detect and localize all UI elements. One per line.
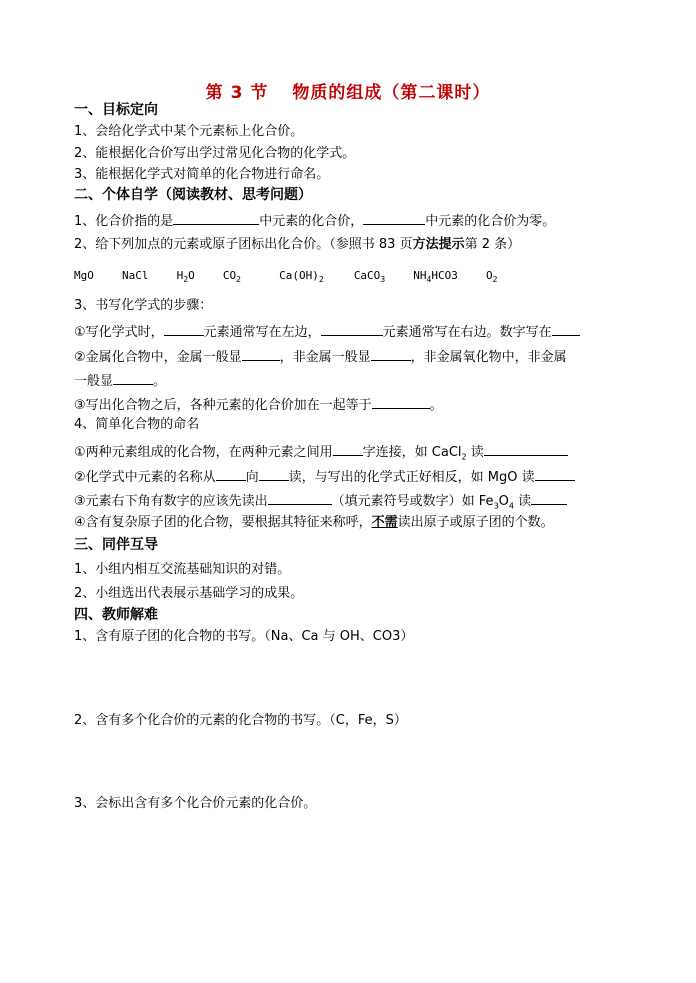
question-3-line-4: ③写出化合物之后，各种元素的化合价加在一起等于 。 bbox=[74, 394, 443, 415]
answer-blank[interactable] bbox=[164, 321, 204, 336]
teacher-item-3: 3、会标出含有多个化合价元素的化合价。 bbox=[74, 796, 317, 811]
question-1: 1、化合价指的是 中元素的化合价， 中元素的化合价为零。 bbox=[74, 210, 555, 231]
answer-blank[interactable] bbox=[173, 210, 259, 225]
answer-blank[interactable] bbox=[321, 321, 383, 336]
answer-blank[interactable] bbox=[531, 490, 567, 505]
formula-caoh2: $Ca(OH)_2$ bbox=[279, 269, 324, 285]
question-2: 2、给下列加点的元素或原子团标出化合价。（参照书 83 页方法提示第 2 条） bbox=[74, 237, 521, 252]
answer-blank[interactable] bbox=[371, 346, 411, 361]
question-4-heading: 4、简单化合物的命名 bbox=[74, 417, 200, 432]
formula-caco3: CaCO$_3$ bbox=[353, 269, 386, 285]
answer-blank[interactable] bbox=[372, 394, 430, 409]
answer-blank[interactable] bbox=[242, 346, 280, 361]
answer-blank[interactable] bbox=[535, 466, 575, 481]
question-4-line-2: ②化学式中元素的名称从 向 读，与写出的化学式正好相反，如 MgO 读 bbox=[74, 466, 575, 487]
page-title bbox=[0, 78, 696, 103]
peer-item-1: 1、小组内相互交流基础知识的对错。 bbox=[74, 562, 291, 577]
answer-blank[interactable] bbox=[216, 466, 246, 481]
section-heading-teacher: 四、教师解难 bbox=[74, 607, 158, 623]
formula-list bbox=[74, 267, 521, 289]
question-3-line-1: ①写化学式时， 元素通常写在左边， 元素通常写在右边。数字写在 bbox=[74, 321, 580, 342]
answer-blank[interactable] bbox=[363, 210, 425, 225]
peer-item-2: 2、小组选出代表展示基础学习的成果。 bbox=[74, 586, 304, 601]
goal-item-1: 1、会给化学式中某个元素标上化合价。 bbox=[74, 124, 304, 139]
title-section-number: 第 3 节 bbox=[205, 83, 269, 103]
formula-o2: $O_2$ bbox=[486, 269, 498, 285]
answer-blank[interactable] bbox=[333, 441, 363, 456]
answer-blank[interactable] bbox=[113, 370, 153, 385]
formula-mgo: MgO bbox=[74, 269, 94, 282]
answer-blank[interactable] bbox=[268, 490, 332, 505]
question-4-line-4: ④含有复杂原子团的化合物，要根据其特征来称呼，不需读出原子或原子团的个数。 bbox=[74, 515, 554, 530]
question-3-line-2: ②金属化合物中，金属一般显 ，非金属一般显 ，非金属氧化物中，非金属 bbox=[74, 346, 567, 367]
teacher-item-1: 1、含有原子团的化合物的书写。（Na、Ca 与 OH、CO3） bbox=[74, 629, 414, 644]
question-3-heading: 3、书写化学式的步骤： bbox=[74, 298, 213, 313]
section-heading-goals: 一、目标定向 bbox=[74, 102, 158, 118]
section-heading-peer: 三、同伴互导 bbox=[74, 537, 158, 553]
section-heading-self-study: 二、个体自学（阅读教材、思考问题） bbox=[74, 187, 312, 203]
emphasis-not-needed: 不需 bbox=[371, 515, 398, 530]
formula-nh4hco3: $NH_4HCO3$ bbox=[413, 269, 458, 285]
title-topic: 物质的组成（第二课时） bbox=[292, 83, 491, 103]
goal-item-2: 2、能根据化合价写出学过常见化合物的化学式。 bbox=[74, 146, 356, 161]
question-3-line-3: 一般显 。 bbox=[74, 370, 166, 391]
formula-nacl: NaCl bbox=[122, 269, 149, 282]
answer-blank[interactable] bbox=[552, 321, 580, 336]
formula-h2o: $H_2O$ bbox=[176, 269, 195, 285]
answer-blank[interactable] bbox=[259, 466, 289, 481]
question-4-line-3: ③元素右下角有数字的应该先读出 （填元素符号或数字）如 $Fe_3O_4$ 读 bbox=[74, 490, 567, 516]
answer-blank[interactable] bbox=[484, 441, 568, 456]
question-4-line-1: ①两种元素组成的化合物，在两种元素之间用 字连接，如 CaCl$_2$ 读 bbox=[74, 441, 568, 467]
formula-co2: $CO_2$ bbox=[222, 269, 241, 285]
goal-item-3: 3、能根据化学式对简单的化合物进行命名。 bbox=[74, 167, 330, 182]
teacher-item-2: 2、含有多个化合价的元素的化合物的书写。（C，Fe，S） bbox=[74, 713, 407, 728]
